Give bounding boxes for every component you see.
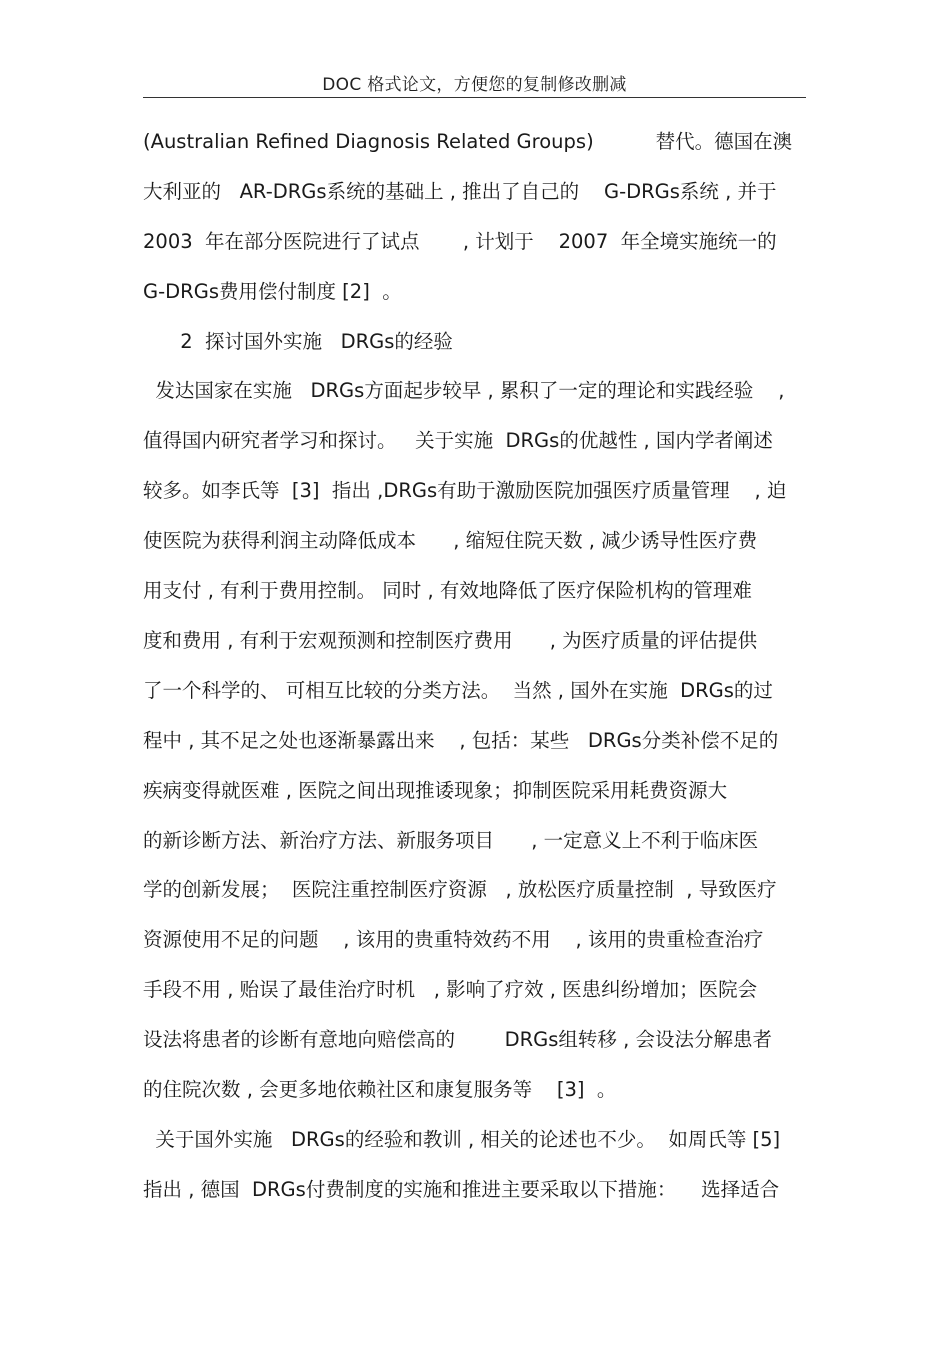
text-line: 的新诊断方法、新治疗方法、新服务项目 , 一定意义上不利于临床医 — [143, 829, 759, 852]
text-line: 手段不用 , 贻误了最佳治疗时机 , 影响了疗效 , 医患纠纷增加；医院会 — [143, 978, 758, 1001]
text-line: 设法将患者的诊断有意地向赔偿高的 DRGs组转移 , 会设法分解患者 — [143, 1028, 773, 1051]
text-line: 资源使用不足的问题 , 该用的贵重特效药不用 , 该用的贵重检查治疗 — [143, 928, 764, 951]
text-line: 了一个科学的、 可相互比较的分类方法。 当然 , 国外在实施 DRGs的过 — [143, 679, 773, 702]
text-line: 疾病变得就医难 , 医院之间出现推诿现象；抑制医院采用耗费资源大 — [143, 779, 728, 802]
text-line: (Australian Refined Diagnosis Related Groups) 替代。德国在澳 — [143, 130, 793, 153]
text-line: 程中 , 其不足之处也逐渐暴露出来 , 包括：某些 DRGs分类补偿不足的 — [143, 729, 779, 752]
text-line: 关于国外实施 DRGs的经验和教训 , 相关的论述也不少。 如周氏等 [5] — [143, 1128, 781, 1151]
text-line: 较多。如李氏等 [3] 指出 ,DRGs有助于激励医院加强医疗质量管理 , 迫 — [143, 479, 787, 502]
text-line: 学的创新发展； 医院注重控制医疗资源 , 放松医疗质量控制 , 导致医疗 — [143, 878, 777, 901]
text-line: 用支付 , 有利于费用控制。 同时 , 有效地降低了医疗保险机构的管理难 — [143, 579, 752, 602]
text-line: 大利亚的 AR-DRGs系统的基础上 , 推出了自己的 G-DRGs系统 , 并于 — [143, 180, 777, 203]
text-line: 度和费用 , 有利于宏观预测和控制医疗费用 , 为医疗质量的评估提供 — [143, 629, 758, 652]
text-line: 使医院为获得利润主动降低成本 , 缩短住院天数 , 减少诱导性医疗费 — [143, 529, 758, 552]
page-header: DOC 格式论文，方便您的复制修改删减 — [322, 75, 627, 95]
text-line: G-DRGs费用偿付制度 [2] 。 — [143, 280, 402, 303]
text-line: 发达国家在实施 DRGs方面起步较早 , 累积了一定的理论和实践经验 , — [143, 379, 785, 402]
text-line: 的住院次数 , 会更多地依赖社区和康复服务等 [3] 。 — [143, 1078, 617, 1101]
section-heading: 2 探讨国外实施 DRGs的经验 — [143, 330, 453, 353]
text-line: 2003 年在部分医院进行了试点 , 计划于 2007 年全境实施统一的 — [143, 230, 777, 253]
header-divider — [143, 97, 806, 98]
text-line: 指出 , 德国 DRGs付费制度的实施和推进主要采取以下措施： 选择适合 — [143, 1178, 780, 1201]
text-line: 值得国内研究者学习和探讨。 关于实施 DRGs的优越性 , 国内学者阐述 — [143, 429, 773, 452]
